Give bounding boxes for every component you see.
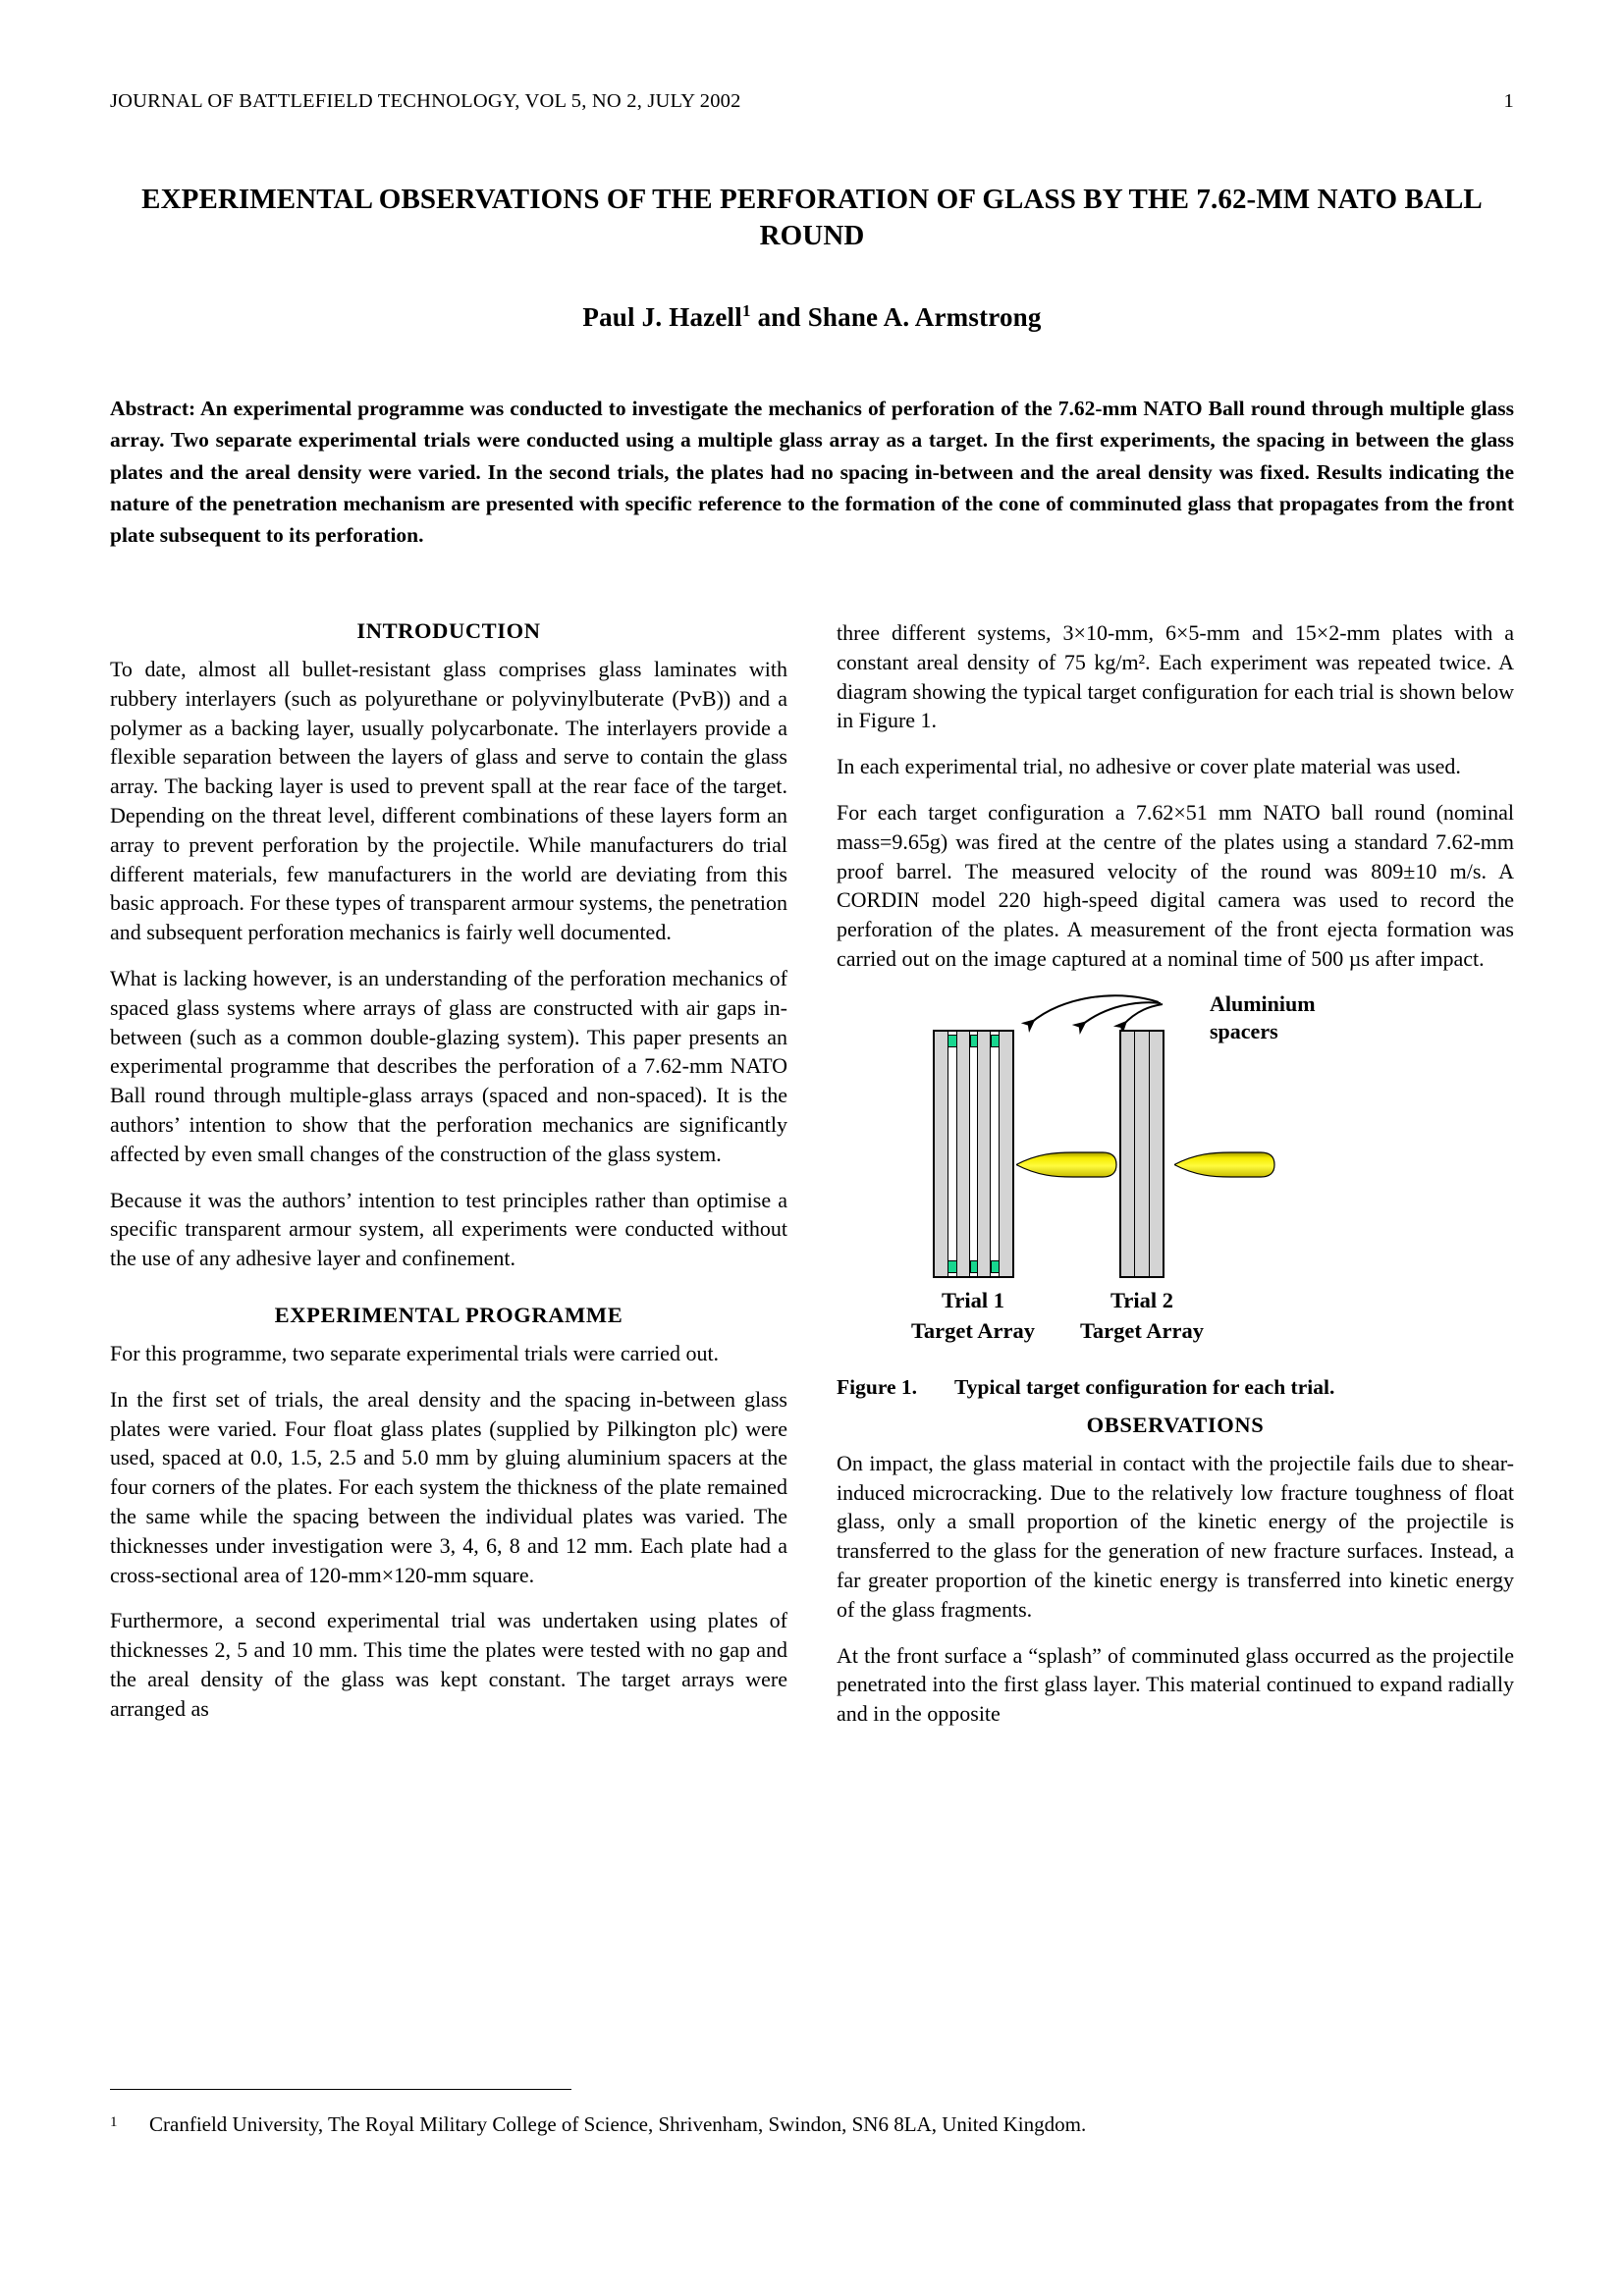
annotation-line-1: Aluminium — [1210, 990, 1316, 1016]
author-byline — [137, 254, 1487, 333]
author-rest: and Shane A. Armstrong — [750, 302, 1042, 333]
glass-plate — [1150, 1032, 1163, 1276]
footnote-text: Cranfield University, The Royal Military College of Science, Shrivenham, Swindon, SN6 8LA, United Kingdom. — [149, 2112, 1087, 2136]
page-title: EXPERIMENTAL OBSERVATIONS OF THE PERFORATION OF GLASS BY THE 7.62-MM NATO BALL ROUND — [141, 184, 1483, 252]
column-right — [837, 618, 1514, 1729]
paragraph: For each target configuration a 7.62×51 mm NATO ball round (nominal mass=9.65g) was fired at the centre of the plates using a standard 7.62-mm proof barrel. The measured velocity of the round was 809±10 m/s. A CORDIN model 220 high-speed digital camera was used to record the perforation of the plates. A measurement of the front ejecta formation was carried out on the image captured at a nominal time of 500 µs after impact. — [837, 799, 1514, 971]
paragraph: Furthermore, a second experimental trial was undertaken using plates of thicknesses 2, 5 and 10 mm. This time the plates were tested with no gap and the areal density of the glass was kept constant. The target arrays were arranged as — [110, 1608, 787, 1721]
bullet-projectile-icon — [1174, 1151, 1276, 1178]
bullet-projectile-icon — [1016, 1151, 1118, 1178]
abstract-paragraph: Abstract: An experimental programme was conducted to investigate the mechanics of perforation of the 7.62-mm NATO Ball round through multiple glass array. Two separate experimental trials were conducted using a multiple glass array as a target. In the first experiments, the spacing in between the glass plates and the areal density were varied. In the second trials, the plates had no spacing in-between and the areal density was fixed. Results indicating the nature of the penetration mechanism are presented with specific reference to the formation of the cone of comminuted glass that propagates from the front plate subsequent to its perforation. — [110, 397, 1514, 547]
trial-1-label — [880, 1285, 1066, 1346]
footnote-mark: 1 — [110, 2114, 118, 2130]
trial-1-target-array — [933, 1030, 1014, 1278]
trial-2-label — [1049, 1285, 1235, 1346]
paragraph: For this programme, two separate experimental trials were carried out. — [110, 1340, 720, 1365]
trial-2-line-1: Trial 2 — [1110, 1287, 1173, 1312]
page-number: 1 — [1503, 90, 1514, 112]
journal-reference: JOURNAL OF BATTLEFIELD TECHNOLOGY, VOL 5, NO 2, JULY 2002 — [110, 90, 741, 112]
author-first: Paul J. Hazell — [582, 302, 742, 333]
figure-1-diagram — [837, 990, 1514, 1343]
paragraph: Because it was the authors’ intention to test principles rather than optimise a specific transparent armour system, all experiments were conducted without the use of any adhesive layer and confinement. — [110, 1187, 787, 1271]
paragraph: In each experimental trial, no adhesive or cover plate material was used. — [837, 754, 1461, 779]
aluminium-spacers-annotation — [1210, 990, 1316, 1045]
trial-2-target-array — [1119, 1030, 1164, 1278]
paragraph: In the first set of trials, the areal density and the spacing in-between glass plates were varied. Four float glass plates (supplied by Pilkington plc) were used, spaced at 0.0, 1.5, 2.5 and 5.0 mm by gluing aluminium spacers at the four corners of the plates. For each system the thickness of the plate remained the same while the spacing between the individual plates was varied. The thicknesses under investigation were 3, 4, 6, 8 and 12 mm. Each plate had a cross-sectional area of 120-mm×120-mm square. — [110, 1386, 787, 1587]
paragraph: On impact, the glass material in contact with the projectile fails due to shear-induced microcracking. Due to the relatively low fracture toughness of float glass, only a small proportion of the kinetic energy of the projectile is transferred to the glass for the generation of new fracture surfaces. Instead, a far greater proportion of the kinetic energy is transferred into kinetic energy of the glass fragments. — [837, 1450, 1514, 1622]
author-footnote-mark: 1 — [741, 301, 751, 321]
trial-1-line-1: Trial 1 — [942, 1287, 1004, 1312]
figure-1 — [837, 990, 1514, 1413]
figure-caption-text: Typical target configuration for each trial. — [954, 1374, 1335, 1399]
section-heading-experimental-programme: EXPERIMENTAL PROGRAMME — [274, 1302, 623, 1327]
glass-plate — [1121, 1032, 1135, 1276]
trial-1-line-2: Target Array — [910, 1317, 1035, 1343]
paragraph: At the front surface a “splash” of comminuted glass occurred as the projectile penetrated into the first glass layer. This material continued to expand radially and in the opposite — [837, 1642, 1514, 1727]
glass-plate — [935, 1032, 948, 1276]
glass-plate — [999, 1032, 1012, 1276]
title-block — [137, 182, 1487, 333]
glass-plate — [977, 1032, 991, 1276]
column-left — [110, 618, 787, 1724]
footnote-separator-rule — [110, 2089, 571, 2090]
trial-2-line-2: Target Array — [1079, 1317, 1204, 1343]
paragraph: What is lacking however, is an understanding of the perforation mechanics of spaced glass systems where arrays of glass are constructed with air gaps in-between (such as a common double-glazing system). This paper presents an experimental programme that describes the perforation of a 7.62-mm NATO Ball round through multiple-glass arrays (spaced and non-spaced). It is the authors’ intention to show that the perforation mechanics are significantly affected by even small changes of the construction of the glass system. — [110, 965, 787, 1166]
figure-trial-labels — [837, 1285, 1514, 1363]
glass-plate — [956, 1032, 970, 1276]
footnote — [110, 2110, 1514, 2138]
paragraph: three different systems, 3×10-mm, 6×5-mm and 15×2-mm plates with a constant areal density of 75 kg/m². Each experiment was repeated twice. A diagram showing the typical target configuration for each trial is shown below in Figure 1. — [837, 620, 1514, 733]
figure-1-caption — [837, 1375, 1514, 1400]
paragraph: To date, almost all bullet-resistant glass comprises glass laminates with rubbery interlayers (such as polyurethane or polyvinylbuterate (PvB)) and a polymer as a backing layer, usually polycarbonate. The interlayers provide a flexible separation between the layers of glass and serve to contain the glass array. The backing layer is used to prevent spall at the rear face of the target. Depending on the threat level, different combinations of these layers form an array to prevent perforation by the projectile. While manufacturers do trial different materials, few manufacturers in the world are deviating from this basic approach. For these types of transparent armour systems, the penetration and subsequent perforation mechanics is fairly well documented. — [110, 657, 787, 945]
annotation-line-2: spacers — [1210, 1018, 1278, 1043]
section-heading-introduction: INTRODUCTION — [356, 618, 541, 643]
section-heading-observations: OBSERVATIONS — [1086, 1412, 1265, 1437]
figure-number: Figure 1. — [837, 1374, 918, 1399]
running-header — [110, 90, 1514, 113]
glass-plate — [1135, 1032, 1149, 1276]
body-columns — [110, 618, 1514, 2081]
